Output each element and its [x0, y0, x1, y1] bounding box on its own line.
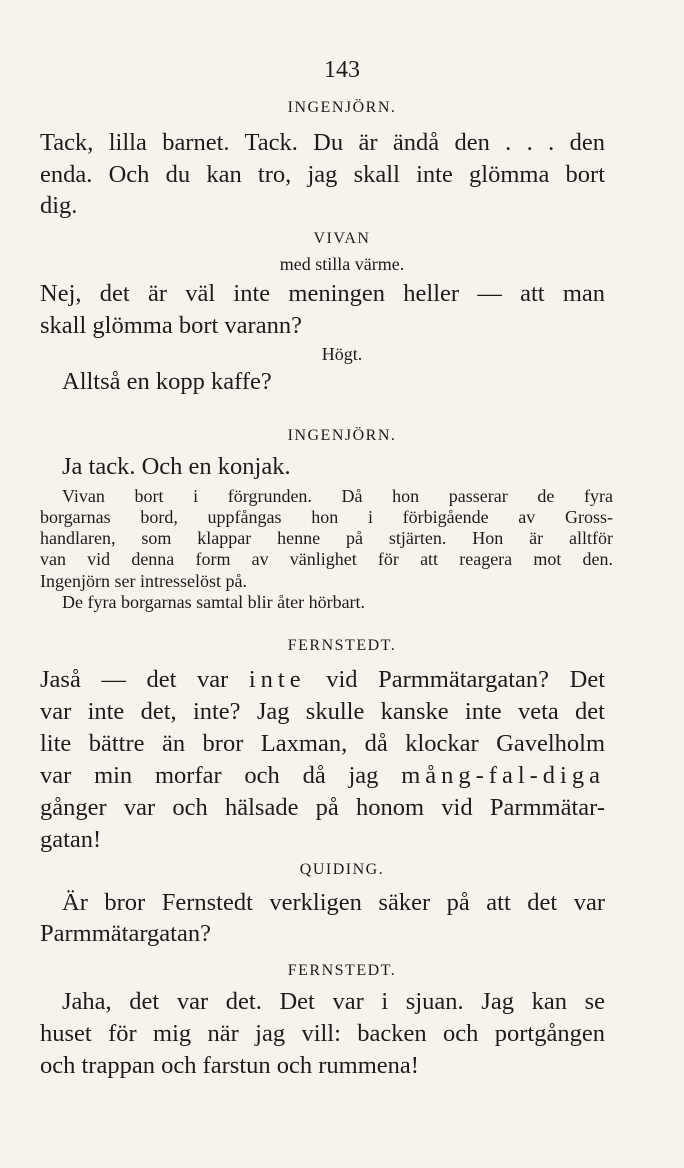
dialogue-line: och trappan och farstun och rummena! [40, 1052, 419, 1079]
speaker-label: INGENJÖRN. [287, 99, 397, 116]
dialogue-line: skall glömma bort varann? [40, 312, 302, 339]
dialogue-line [40, 764, 605, 789]
dialogue-line: Parmmätargatan? [40, 920, 211, 947]
dialogue-line: var inte det, inte? Jag skulle kanske inte veta det [40, 698, 605, 725]
stage-direction: handlaren, som klappar henne på stjärten. Hon är alltför [40, 528, 613, 548]
stage-direction: Ingenjörn ser intresselöst på. [40, 571, 247, 591]
dialogue-line: Tack, lilla barnet. Tack. Du är ändå den . . . den [40, 129, 605, 156]
speaker-label: FERNSTEDT. [287, 637, 397, 654]
stage-direction: Vivan bort i förgrunden. Då hon passerar de fyra [62, 486, 613, 506]
speaker-label: FERNSTEDT. [287, 962, 397, 979]
speaker-label: VIVAN [313, 230, 371, 247]
dialogue-line: huset för mig när jag vill: backen och portgången [40, 1020, 605, 1047]
dialogue-line: Ja tack. Och en konjak. [62, 453, 291, 480]
stage-direction: med stilla värme. [279, 254, 405, 274]
dialogue-line: Nej, det är väl inte meningen heller — att man [40, 280, 605, 307]
emphasized-word: inte [248, 666, 306, 693]
speaker-label: QUIDING. [299, 861, 385, 878]
dialogue-line: enda. Och du kan tro, jag skall inte glömma bort [40, 161, 605, 188]
dialogue-text: vid Parmmätargatan? Det [305, 666, 605, 693]
stage-direction: van vid denna form av vänlighet för att reagera mot den. [40, 549, 613, 569]
dialogue-line: dig. [40, 192, 78, 219]
dialogue-text: var min morfar och då jag [40, 762, 402, 789]
stage-direction: De fyra borgarnas samtal blir åter hörbart. [62, 592, 366, 612]
emphasized-word: mång-fal-diga [401, 762, 605, 789]
dialogue-line: gatan! [40, 826, 102, 853]
dialogue-line: gånger var och hälsade på honom vid Parmmätar- [40, 794, 605, 821]
dialogue-line: lite bättre än bror Laxman, då klockar Gavelholm [40, 730, 605, 757]
dialogue-line: Är bror Fernstedt verkligen säker på att det var [62, 889, 605, 916]
stage-direction: Högt. [321, 344, 363, 364]
dialogue-line [40, 668, 605, 693]
stage-direction: borgarnas bord, uppfångas hon i förbigående av Gross- [40, 507, 613, 527]
speaker-label: INGENJÖRN. [287, 427, 397, 444]
page-number: 143 [324, 57, 360, 83]
dialogue-line: Jaha, det var det. Det var i sjuan. Jag kan se [62, 988, 605, 1015]
dialogue-line: Alltså en kopp kaffe? [62, 368, 272, 395]
dialogue-text: Jaså — det var [40, 666, 249, 693]
